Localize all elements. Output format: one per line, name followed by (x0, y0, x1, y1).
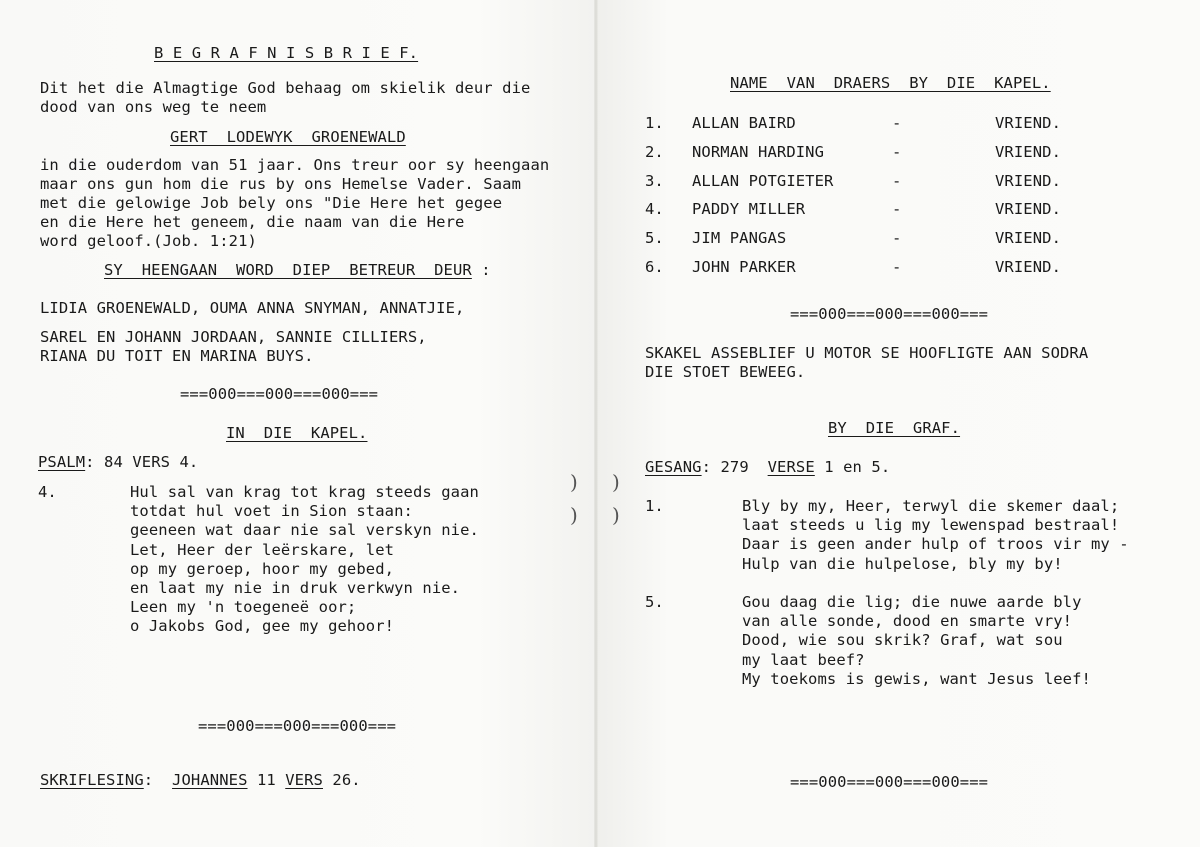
mourners-heading (104, 260, 491, 280)
bearer-role: VRIEND. (995, 229, 1062, 248)
bearer-dash: - (892, 229, 902, 248)
bearer-number: 4. (645, 200, 664, 219)
divider: ===000===000===000=== (180, 385, 379, 403)
hymn-verse-line: Gou daag die lig; die nuwe aarde bly (742, 593, 1082, 611)
reading-chapter: 11 (247, 771, 286, 789)
mourners-heading-colon: : (471, 261, 491, 279)
headlights-notice-line-1: SKAKEL ASSEBLIEF U MOTOR SE HOOFLIGTE AAN SODRA (645, 344, 1089, 362)
bearer-dash: - (892, 142, 902, 161)
hymn-verses: 1 en 5. (814, 458, 891, 476)
bearer-name: ALLAN BAIRD (692, 114, 796, 132)
staple-mark-left-bottom: ) (570, 503, 578, 527)
hymn-verse-line: van alle sonde, dood en smarte vry! (742, 612, 1073, 631)
hymn-verse-line: Daar is geen ander hulp of troos vir my - (742, 535, 1129, 554)
mourners-line-3: RIANA DU TOIT EN MARINA BUYS. (40, 347, 314, 365)
bearer-role: VRIEND. (995, 114, 1062, 132)
bearer-name: JOHN PARKER (692, 258, 796, 276)
reading-book: JOHANNES (172, 771, 248, 789)
bearer-number: 2. (645, 142, 664, 161)
psalm-verse-line: en laat my nie in druk verkwyn nie. (130, 579, 461, 597)
bearer-dash: - (892, 171, 902, 190)
hymn-verse-line: laat steeds u lig my lewenspad bestraal! (742, 516, 1120, 535)
psalm-verse-line: op my geroep, hoor my gebed, (130, 559, 395, 578)
bearer-number: 5. (645, 229, 664, 248)
bearer-number: 1. (645, 114, 664, 132)
reading-label: SKRIFLESING (40, 771, 144, 789)
hymn-number: : 279 (701, 458, 768, 476)
hymn-verse-line: Bly by my, Heer, terwyl die skemer daal; (742, 497, 1120, 515)
reading-vers-label: VERS (285, 771, 323, 789)
staple-mark-right-top: ) (612, 470, 620, 494)
hymn-verse-line: Hulp van die hulpelose, bly my by! (742, 554, 1063, 573)
hymn-verse-line: Dood, wie sou skrik? Graf, wat sou (742, 631, 1063, 650)
reading-verse: 26. (322, 771, 361, 789)
bearer-dash: - (892, 114, 902, 132)
bearer-name: PADDY MILLER (692, 200, 806, 219)
bearer-role: VRIEND. (995, 258, 1062, 276)
body-line-2: maar ons gun hom die rus by ons Hemelse Vader. Saam (40, 175, 522, 193)
scripture-reading (40, 770, 361, 790)
bearer-number: 3. (645, 171, 664, 190)
intro-line-1: Dit het die Almagtige God behaag om skielik deur die (40, 79, 531, 97)
bearer-dash: - (892, 200, 902, 219)
psalm-verse-line: o Jakobs God, gee my gehoor! (130, 617, 395, 636)
hymn-reference (645, 457, 890, 477)
divider: ===000===000===000=== (790, 773, 989, 791)
psalm-label: PSALM (38, 453, 86, 471)
body-line-4: en die Here het geneem, die naam van die Here (40, 213, 465, 231)
psalm-ref: : 84 VERS 4. (85, 453, 199, 471)
verse-number: 4. (38, 483, 57, 501)
psalm-verse-line: totdat hul voet in Sion staan: (130, 502, 413, 521)
grave-heading: BY DIE GRAF. (828, 419, 961, 437)
chapel-heading: IN DIE KAPEL. (226, 424, 368, 442)
mourners-line-1: LIDIA GROENEWALD, OUMA ANNA SNYMAN, ANNATJIE, (40, 299, 465, 317)
bearer-number: 6. (645, 258, 664, 276)
center-fold (594, 0, 598, 847)
staple-mark-right-bottom: ) (612, 503, 620, 527)
divider: ===000===000===000=== (198, 717, 397, 735)
divider: ===000===000===000=== (790, 305, 989, 323)
intro-line-2: dood van ons weg te neem (40, 98, 267, 116)
hymn-verse-1-number: 1. (645, 497, 664, 515)
bearer-role: VRIEND. (995, 171, 1062, 190)
mourners-heading-text: SY HEENGAAN WORD DIEP BETREUR DEUR (104, 261, 472, 279)
psalm-verse-line: Let, Heer der leërskare, let (130, 540, 395, 559)
bearers-heading: NAME VAN DRAERS BY DIE KAPEL. (730, 74, 1051, 92)
bearer-name: JIM PANGAS (692, 229, 787, 248)
psalm-verse-line: Leen my 'n toegeneë oor; (130, 598, 357, 617)
hymn-label: GESANG (645, 458, 702, 476)
deceased-name: GERT LODEWYK GROENEWALD (170, 128, 406, 146)
hymn-verse-line: My toekoms is gewis, want Jesus leef! (742, 669, 1091, 688)
bearer-name: ALLAN POTGIETER (692, 171, 834, 190)
bearer-name: NORMAN HARDING (692, 142, 825, 161)
letter-title: B E G R A F N I S B R I E F. (154, 44, 419, 62)
hymn-verse-5-number: 5. (645, 593, 664, 611)
body-line-5: word geloof.(Job. 1:21) (40, 232, 257, 250)
bearer-dash: - (892, 258, 902, 276)
staple-mark-left-top: ) (570, 470, 578, 494)
hymn-verse-line: my laat beef? (742, 650, 865, 669)
psalm-verse-line: Hul sal van krag tot krag steeds gaan (130, 483, 479, 501)
psalm-verse-line: geeneen wat daar nie sal verskyn nie. (130, 521, 479, 540)
headlights-notice-line-2: DIE STOET BEWEEG. (645, 363, 806, 381)
body-line-1: in die ouderdom van 51 jaar. Ons treur oor sy heengaan (40, 156, 550, 174)
mourners-line-2: SAREL EN JOHANN JORDAAN, SANNIE CILLIERS, (40, 328, 427, 346)
bearer-role: VRIEND. (995, 200, 1062, 219)
hymn-verse-label: VERSE (767, 458, 815, 476)
bearer-role: VRIEND. (995, 142, 1062, 161)
reading-colon: : (143, 771, 173, 789)
psalm-reference (38, 452, 198, 472)
body-line-3: met die gelowige Job bely ons "Die Here het gegee (40, 194, 503, 212)
